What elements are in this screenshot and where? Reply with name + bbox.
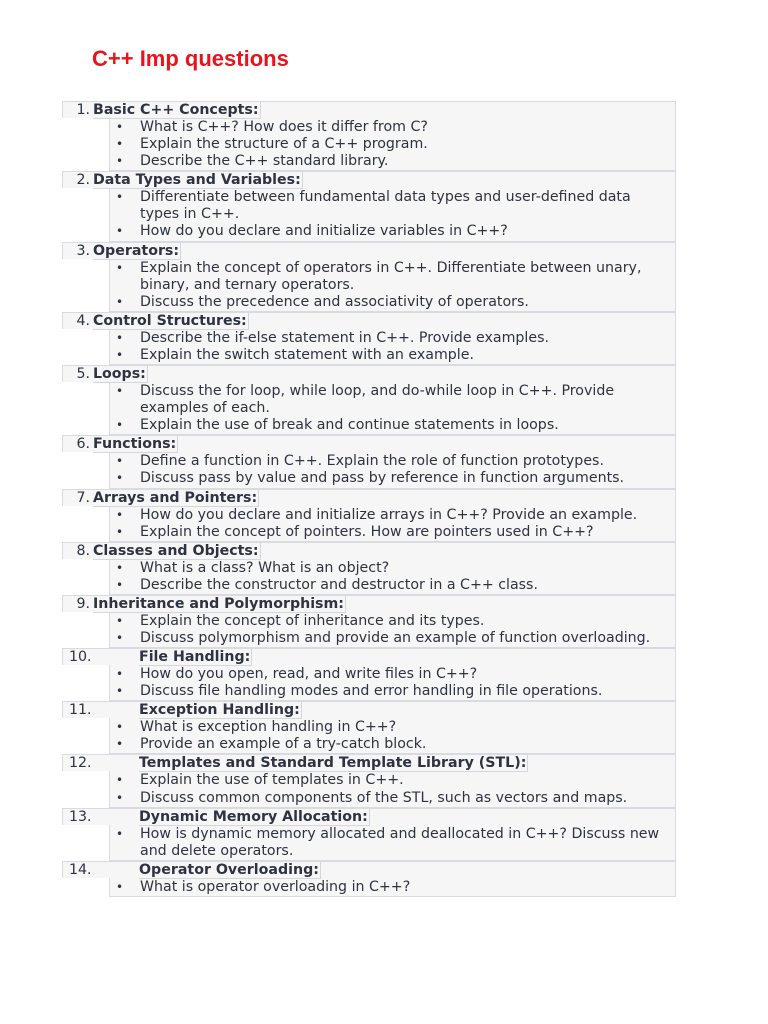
section-heading-row — [62, 808, 676, 825]
question-item: • Differentiate between fundamental data types and user-defined data types in C++. — [110, 189, 675, 223]
question-bullet-list — [109, 718, 676, 754]
question-item: • Discuss polymorphism and provide an example of function overloading. — [110, 630, 675, 647]
section-number: 6. — [76, 436, 90, 453]
section-heading-row — [62, 312, 676, 329]
question-item: • How do you declare and initialize variables in C++? — [110, 223, 675, 240]
section-number: 4. — [76, 312, 90, 329]
question-item: • Explain the use of break and continue statements in loops. — [110, 417, 675, 434]
section-heading: Data Types and Variables: — [93, 172, 301, 189]
section-number: 3. — [76, 242, 90, 259]
section-heading: Control Structures: — [93, 312, 247, 329]
question-item: • Discuss file handling modes and error handling in file operations. — [110, 683, 675, 700]
question-item: • Explain the structure of a C++ program. — [110, 136, 675, 153]
question-bullet-list — [109, 188, 676, 241]
question-bullet-list — [109, 771, 676, 807]
question-item: • How do you open, read, and write files in C++? — [110, 666, 675, 683]
section-heading: Arrays and Pointers: — [93, 489, 258, 506]
section-number: 9. — [76, 595, 90, 612]
section-heading-row — [62, 861, 676, 878]
question-bullet-list — [109, 382, 676, 435]
question-item: • Explain the concept of pointers. How are pointers used in C++? — [110, 524, 675, 541]
section-heading-row — [62, 101, 676, 118]
section-number: 5. — [76, 366, 90, 383]
section-number: 12. — [69, 755, 92, 772]
question-bullet-list — [109, 329, 676, 365]
section-number: 2. — [76, 172, 90, 189]
question-item: • Define a function in C++. Explain the role of function prototypes. — [110, 453, 675, 470]
question-item: • How is dynamic memory allocated and deallocated in C++? Discuss new and delete operators. — [110, 826, 675, 860]
question-bullet-list — [109, 878, 676, 897]
question-item: • Describe the C++ standard library. — [110, 153, 675, 170]
section-heading-row — [62, 701, 676, 718]
section-heading-row — [62, 595, 676, 612]
section-heading: Functions: — [93, 436, 177, 453]
question-item: • Describe the constructor and destructor in a C++ class. — [110, 577, 675, 594]
page-title: C++ Imp questions — [92, 46, 289, 71]
question-item: • Discuss the precedence and associativity of operators. — [110, 294, 675, 311]
section-heading: Basic C++ Concepts: — [93, 102, 259, 118]
section-number: 13. — [69, 808, 92, 825]
section-heading: Operator Overloading: — [139, 861, 319, 878]
question-bullet-list — [109, 665, 676, 701]
section-heading: Inheritance and Polymorphism: — [93, 595, 344, 612]
question-bullet-list — [109, 118, 676, 171]
section-heading-row — [62, 489, 676, 506]
question-item: • Discuss common components of the STL, such as vectors and maps. — [110, 790, 675, 807]
section-heading-row — [62, 435, 676, 452]
section-heading-row — [62, 365, 676, 382]
section-heading: Exception Handling: — [139, 702, 300, 719]
question-list — [62, 101, 676, 897]
section-number: 10. — [69, 649, 92, 666]
section-number: 14. — [69, 861, 92, 878]
section-heading-row — [62, 648, 676, 665]
question-item: • Discuss the for loop, while loop, and do-while loop in C++. Provide examples of each. — [110, 383, 675, 417]
question-item: • What is operator overloading in C++? — [110, 879, 675, 896]
section-heading: Loops: — [93, 366, 146, 383]
section-heading: Classes and Objects: — [93, 542, 259, 559]
question-item: • Explain the use of templates in C++. — [110, 772, 675, 789]
question-bullet-list — [109, 259, 676, 312]
question-item: • Describe the if-else statement in C++. Provide examples. — [110, 330, 675, 347]
question-bullet-list — [109, 559, 676, 595]
question-item: • What is C++? How does it differ from C? — [110, 119, 675, 136]
section-number: 11. — [69, 702, 92, 719]
question-bullet-list — [109, 506, 676, 542]
question-item: • Explain the concept of operators in C++. Differentiate between unary, binary, and ternary operators. — [110, 260, 675, 294]
section-heading: File Handling: — [139, 649, 251, 666]
section-heading-row — [62, 542, 676, 559]
section-heading-row — [62, 171, 676, 188]
question-item: • Explain the switch statement with an example. — [110, 347, 675, 364]
section-heading: Dynamic Memory Allocation: — [139, 808, 368, 825]
section-number: 7. — [76, 489, 90, 506]
question-item: • Provide an example of a try-catch block. — [110, 736, 675, 753]
question-bullet-list — [109, 825, 676, 861]
section-heading-row — [62, 754, 676, 771]
question-item: • Discuss pass by value and pass by reference in function arguments. — [110, 470, 675, 487]
question-item: • Explain the concept of inheritance and its types. — [110, 613, 675, 630]
question-item: • How do you declare and initialize arrays in C++? Provide an example. — [110, 507, 675, 524]
section-number: 8. — [76, 542, 90, 559]
question-item: • What is a class? What is an object? — [110, 560, 675, 577]
question-item: • What is exception handling in C++? — [110, 719, 675, 736]
section-number: 1. — [76, 102, 90, 118]
section-heading-row — [62, 242, 676, 259]
section-heading: Operators: — [93, 242, 180, 259]
section-heading: Templates and Standard Template Library (STL): — [139, 755, 527, 772]
question-bullet-list — [109, 612, 676, 648]
question-bullet-list — [109, 452, 676, 488]
